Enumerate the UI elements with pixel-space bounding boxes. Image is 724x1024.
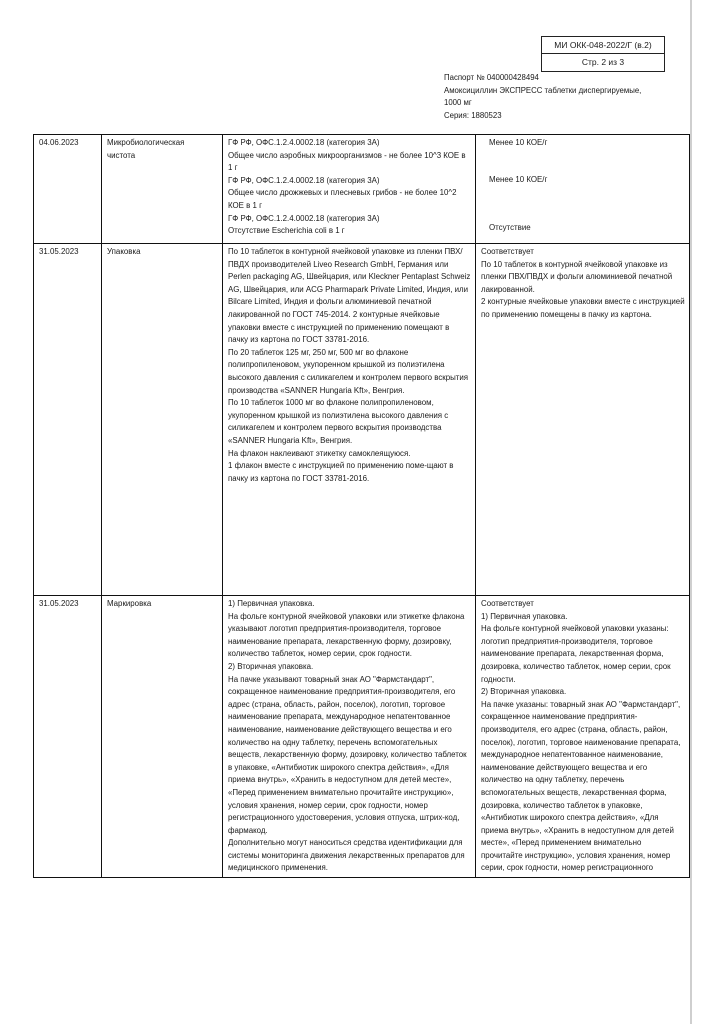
product-name: Амоксициллин ЭКСПРЕСС таблетки диспергируемые, xyxy=(444,85,642,95)
result-line: Менее 10 КОЕ/г xyxy=(489,174,548,184)
result-cell xyxy=(476,135,690,244)
product-dose: 1000 мг xyxy=(444,98,472,107)
indicator-cell: Упаковка xyxy=(102,244,223,596)
requirement-cell: ГФ РФ, ОФС.1.2.4.0002.18 (категория 3А) Общее число аэробных микроорганизмов - не более 10^3 КОЕ в 1 г ГФ РФ, ОФС.1.2.4.0002.18 (категория 3А) Общее число дрожжевых и плесневых грибов - не более 10^2 КОЕ в 1 г ГФ РФ, ОФС.1.2.4.0002.18 (категория 3А) Отсутствие Escherichia coli в 1 г xyxy=(223,135,476,244)
passport-number: Паспорт № 040000428494 xyxy=(444,73,539,82)
passport-block xyxy=(444,72,674,122)
date-cell: 31.05.2023 xyxy=(34,244,102,596)
result-cell: Соответствует По 10 таблеток в контурной ячейковой упаковке из пленки ПВХ/ПВДХ и фольги алюминиевой печатной лакированной. 2 контурные ячейковые упаковки вместе с инструкцией по применению помещены в пачку из картона. xyxy=(476,244,690,596)
indicator-cell: Микробиологическая чистота xyxy=(102,135,223,244)
page-number: Стр. 2 из 3 xyxy=(581,57,625,67)
indicator-cell: Маркировка xyxy=(102,596,223,878)
result-cell: Соответствует 1) Первичная упаковка. На фольге контурной ячейковой упаковки указаны: логотип предприятия-производителя, торговое наименование препарата, лекарственная форма, дозировка, количество таблеток, номер серии, срок годности. 2) Вторичная упаковка. На пачке указаны: товарный знак АО "Фармстандарт", сокращенное наименование предприятия-производителя, его адрес (страна, область, район, поселок), логотип, торговое наименование препарата, международное непатентованное наименование, наименование действующего вещества и его количество на одну таблетку, перечень вспомогательных веществ, лекарственная форма, дозировка, количество таблеток в упаковке, «Антибиотик широкого спектра действия», «Для приема внутрь», «Хранить в недоступном для детей месте», «Перед применением внимательно прочитайте инструкцию», условия хранения, номер серии, срок годности, номер регистрационного xyxy=(476,596,690,878)
date-cell: 04.06.2023 xyxy=(34,135,102,244)
test-results-table xyxy=(33,134,690,878)
document-code-box xyxy=(541,36,665,72)
table-row xyxy=(34,596,690,878)
document-code: МИ ОКК-048-2022/Г (в.2) xyxy=(542,37,664,54)
requirement-cell: По 10 таблеток в контурной ячейковой упаковке из пленки ПВХ/ПВДХ производителей Liveo Research GmbH, Германия или Perlen packaging AG, Швейцария, или Kleckner Pentaplast Schweiz AG, Швейцария, или ACG Pharmapark Private Limited, Индия, или Bilcare Limited, Индия и фольги алюминиевой печатной лакированной по ГОСТ 745-2014. 2 контурные ячейковые упаковки вместе с инструкцией по применению помещают в пачку из картона по ГОСТ 33781-2016. По 20 таблеток 125 мг, 250 мг, 500 мг во флаконе полипропиленовом, укупоренном крышкой из полиэтилена высокого давления с силикагелем и контролем первого вскрытия производства «SANNER Hungaria Kft», Венгрия. По 10 таблеток 1000 мг во флаконе полипропиленовом, укупоренном крышкой из полиэтилена высокого давления с силикагелем и контролем первого вскрытия производства «SANNER Hungaria Kft», Венгрия. На флакон наклеивают этикетку самоклеящуюся. 1 флакон вместе с инструкцией по применению поме-щают в пачку из картона по ГОСТ 33781-2016. xyxy=(223,244,476,596)
result-line: Отсутствие xyxy=(489,223,531,233)
date-cell: 31.05.2023 xyxy=(34,596,102,878)
batch-number: Серия: 1880523 xyxy=(444,110,502,120)
requirement-cell: 1) Первичная упаковка. На фольге контурной ячейковой упаковки или этикетке флакона указывают логотип предприятия-производителя, торговое наименование препарата, лекарственную форму, дозировку, количество таблеток, номер серии, срок годности. 2) Вторичная упаковка. На пачке указывают товарный знак АО "Фармстандарт", сокращенное наименование предприятия-производителя, его адрес (страна, область, район, поселок), логотип, торговое наименование препарата, международное непатентованное наименование, наименование действующего вещества и его количество на одну таблетку, перечень вспомогательных веществ, лекарственную форму, дозировку, количество таблеток в упаковке, «Антибиотик широкого спектра действия», «Для приема внутрь», «Хранить в недоступном для детей месте», «Перед применением внимательно прочитайте инструкцию», условия хранения, номер серии, срок годности, номер регистрационного удостоверения, условия отпуска, штрих-код, фармакод. Дополнительно могут наноситься средства идентификации для системы мониторинга движения лекарственных препаратов для медицинского применения. xyxy=(223,596,476,878)
result-line: Менее 10 КОЕ/г xyxy=(489,138,548,147)
table-row xyxy=(34,244,690,596)
table-row xyxy=(34,135,690,244)
page-edge xyxy=(690,0,692,1024)
